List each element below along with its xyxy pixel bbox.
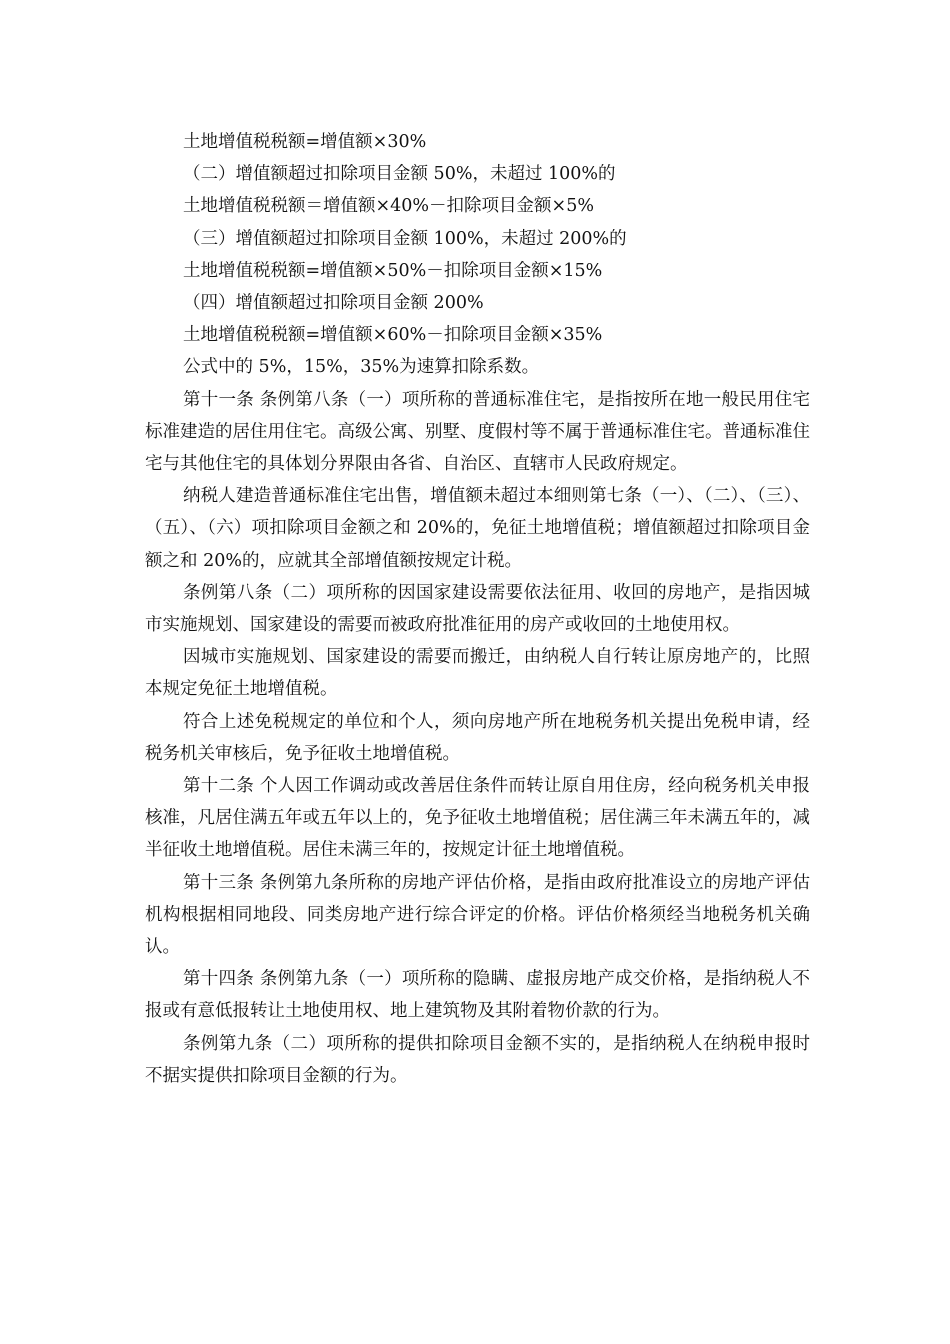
condition-line: （二）增值额超过扣除项目金额 50%，未超过 100%的 [183,164,616,185]
formula-line: 土地增值税税额=增值额×30% [183,132,427,152]
article-12-paragraph: 第十二条 个人因工作调动或改善居住条件而转让原自用住房，经向税务机关申报核准，凡居住满五年或五年以上的，免予征收土地增值税；居住满三年未满五年的，减半征收土地增值税。居住未满三年的，按规定计征土地增值税。 [145,775,810,861]
condition-line: （四）增值额超过扣除项目金额 200% [183,292,484,313]
article-11-exemption-paragraph: 纳税人建造普通标准住宅出售，增值额未超过本细则第七条（一）、（二）、（三）、（五）、（六）项扣除项目金额之和 20%的，免征土地增值税；增值额超过扣除项目金额之和 20%的，应就其全部增值额按规定计税。 [145,486,810,571]
formula-line: 土地增值税税额＝增值额×40%－扣除项目金额×5% [183,196,594,217]
article-14-paragraph: 第十四条 条例第九条（一）项所称的隐瞒、虚报房地产成交价格，是指纳税人不报或有意低报转让土地使用权、地上建筑物及其附着物价款的行为。 [145,969,810,1022]
document-page [145,126,810,1092]
note-line: 公式中的 5%，15%，35%为速算扣除系数。 [183,357,540,378]
formula-line: 土地增值税税额=增值额×50%－扣除项目金额×15% [183,260,603,281]
article-11-relocation-paragraph: 因城市实施规划、国家建设的需要而搬迁，由纳税人自行转让原房地产的，比照本规定免征土地增值税。 [145,647,810,700]
formula-line: 土地增值税税额=增值额×60%－扣除项目金额×35% [183,325,603,346]
article-11-application-paragraph: 符合上述免税规定的单位和个人，须向房地产所在地税务机关提出免税申请，经税务机关审核后，免予征收土地增值税。 [145,711,810,764]
article-11-paragraph: 第十一条 条例第八条（一）项所称的普通标准住宅，是指按所在地一般民用住宅标准建造的居住用住宅。高级公寓、别墅、度假村等不属于普通标准住宅。普通标准住宅与其他住宅的具体划分界限由各省、自治区、直辖市人民政府规定。 [145,389,810,474]
condition-line: （三）增值额超过扣除项目金额 100%，未超过 200%的 [183,228,627,249]
article-11-expropriation-paragraph: 条例第八条（二）项所称的因国家建设需要依法征用、收回的房地产，是指因城市实施规划、国家建设的需要而被政府批准征用的房产或收回的土地使用权。 [145,582,810,635]
article-13-paragraph: 第十三条 条例第九条所称的房地产评估价格，是指由政府批准设立的房地产评估机构根据相同地段、同类房地产进行综合评定的价格。评估价格须经当地税务机关确认。 [145,872,810,957]
article-14-deduction-paragraph: 条例第九条（二）项所称的提供扣除项目金额不实的，是指纳税人在纳税申报时不据实提供扣除项目金额的行为。 [145,1033,810,1086]
